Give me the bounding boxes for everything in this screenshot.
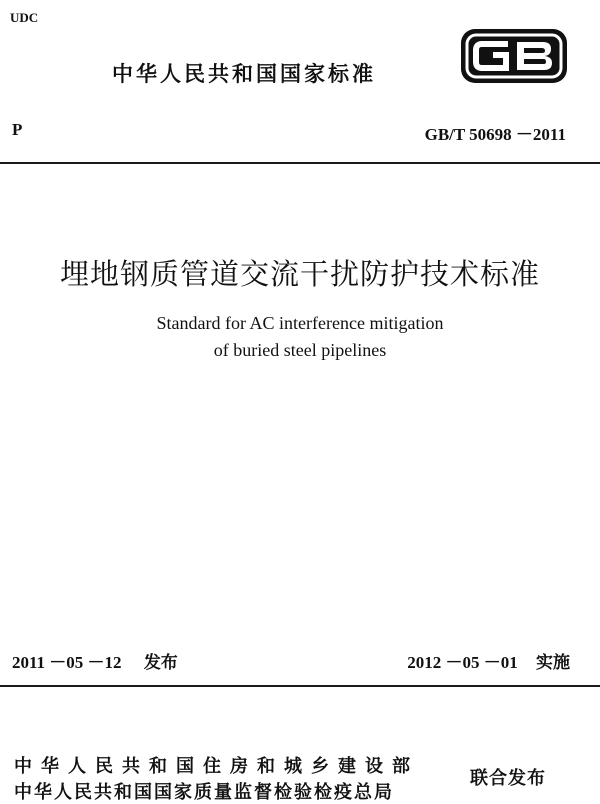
implement-label: 实施 bbox=[536, 653, 570, 673]
english-title-line-1: Standard for AC interference mitigation bbox=[156, 313, 444, 333]
gb-logo bbox=[460, 28, 568, 84]
top-divider bbox=[0, 162, 600, 164]
issuer-ministry: 中华人民共和国住房和城乡建设部 bbox=[14, 756, 419, 777]
english-title-line-2: of buried steel pipelines bbox=[213, 340, 387, 360]
national-standard-heading: 中华人民共和国国家标准 bbox=[112, 62, 376, 86]
udc-label: UDC bbox=[10, 10, 39, 25]
bottom-divider bbox=[0, 685, 600, 687]
issue-label: 发布 bbox=[143, 653, 178, 673]
joint-issue-label: 联合发布 bbox=[470, 768, 546, 789]
issue-date-block bbox=[12, 648, 178, 673]
category-code: P bbox=[12, 120, 23, 139]
implement-date-block bbox=[407, 648, 570, 673]
implement-date: 2012 －05 －01 bbox=[407, 653, 518, 672]
chinese-title: 埋地钢质管道交流干扰防护技术标准 bbox=[59, 257, 540, 291]
english-title bbox=[0, 310, 600, 364]
standard-number: GB/T 50698 －2011 bbox=[424, 125, 566, 144]
issuer-aqsiq: 中华人民共和国国家质量监督检验检疫总局 bbox=[14, 782, 394, 803]
issue-date: 2011 －05 －12 bbox=[12, 653, 122, 672]
